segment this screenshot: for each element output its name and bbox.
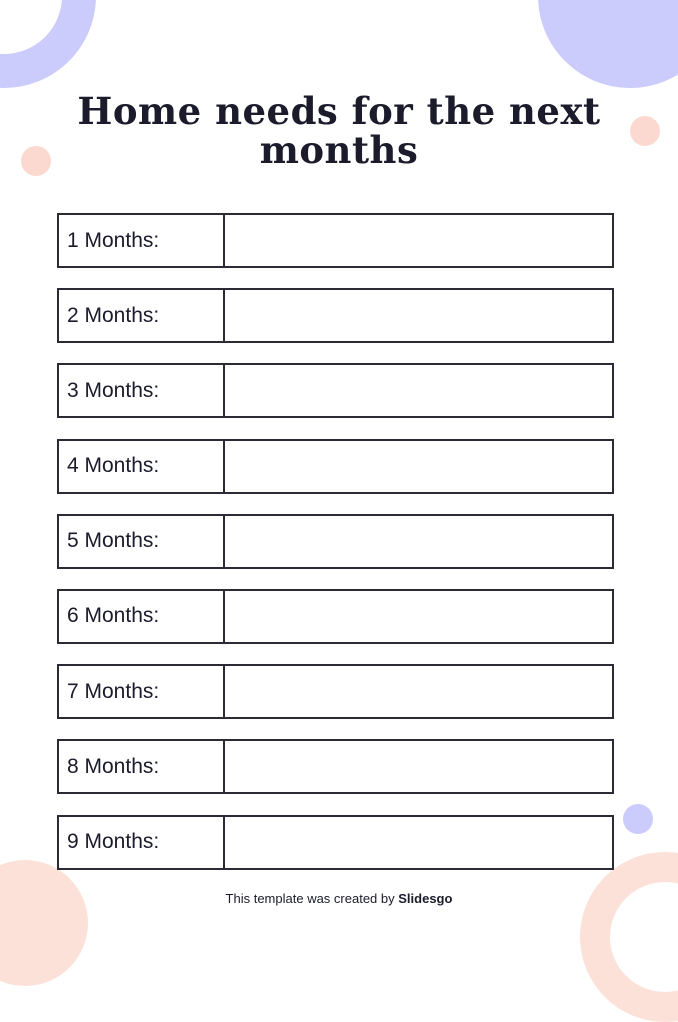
month-row-5 bbox=[57, 514, 614, 569]
decorative-circle-top-right bbox=[538, 0, 678, 88]
month-entry-field[interactable] bbox=[225, 365, 612, 416]
month-label: 8 Months: bbox=[59, 741, 225, 792]
month-row-1 bbox=[57, 213, 614, 268]
month-row-4 bbox=[57, 439, 614, 494]
month-entry-field[interactable] bbox=[225, 290, 612, 341]
month-label: 1 Months: bbox=[59, 215, 225, 266]
month-row-7 bbox=[57, 664, 614, 719]
month-row-8 bbox=[57, 739, 614, 794]
month-label: 2 Months: bbox=[59, 290, 225, 341]
footer-credit bbox=[0, 891, 678, 906]
month-label: 4 Months: bbox=[59, 441, 225, 492]
month-label: 7 Months: bbox=[59, 666, 225, 717]
page-title: Home needs for the next months bbox=[77, 89, 601, 172]
month-entry-field[interactable] bbox=[225, 741, 612, 792]
decorative-dot-peach-left bbox=[21, 146, 51, 176]
month-entry-field[interactable] bbox=[225, 441, 612, 492]
month-entry-field[interactable] bbox=[225, 215, 612, 266]
decorative-dot-peach-right bbox=[630, 116, 660, 146]
month-entry-field[interactable] bbox=[225, 516, 612, 567]
month-label: 5 Months: bbox=[59, 516, 225, 567]
month-label: 9 Months: bbox=[59, 817, 225, 868]
month-entry-field[interactable] bbox=[225, 666, 612, 717]
month-row-2 bbox=[57, 288, 614, 343]
months-list bbox=[57, 213, 614, 890]
month-label: 3 Months: bbox=[59, 365, 225, 416]
footer-text: This template was created by bbox=[225, 891, 395, 906]
month-entry-field[interactable] bbox=[225, 591, 612, 642]
month-row-9 bbox=[57, 815, 614, 870]
month-row-3 bbox=[57, 363, 614, 418]
footer-brand-link[interactable]: Slidesgo bbox=[398, 891, 453, 906]
month-label: 6 Months: bbox=[59, 591, 225, 642]
month-row-6 bbox=[57, 589, 614, 644]
month-entry-field[interactable] bbox=[225, 817, 612, 868]
decorative-dot-lavender-right bbox=[623, 804, 653, 834]
decorative-ring-top-left bbox=[0, 0, 96, 88]
